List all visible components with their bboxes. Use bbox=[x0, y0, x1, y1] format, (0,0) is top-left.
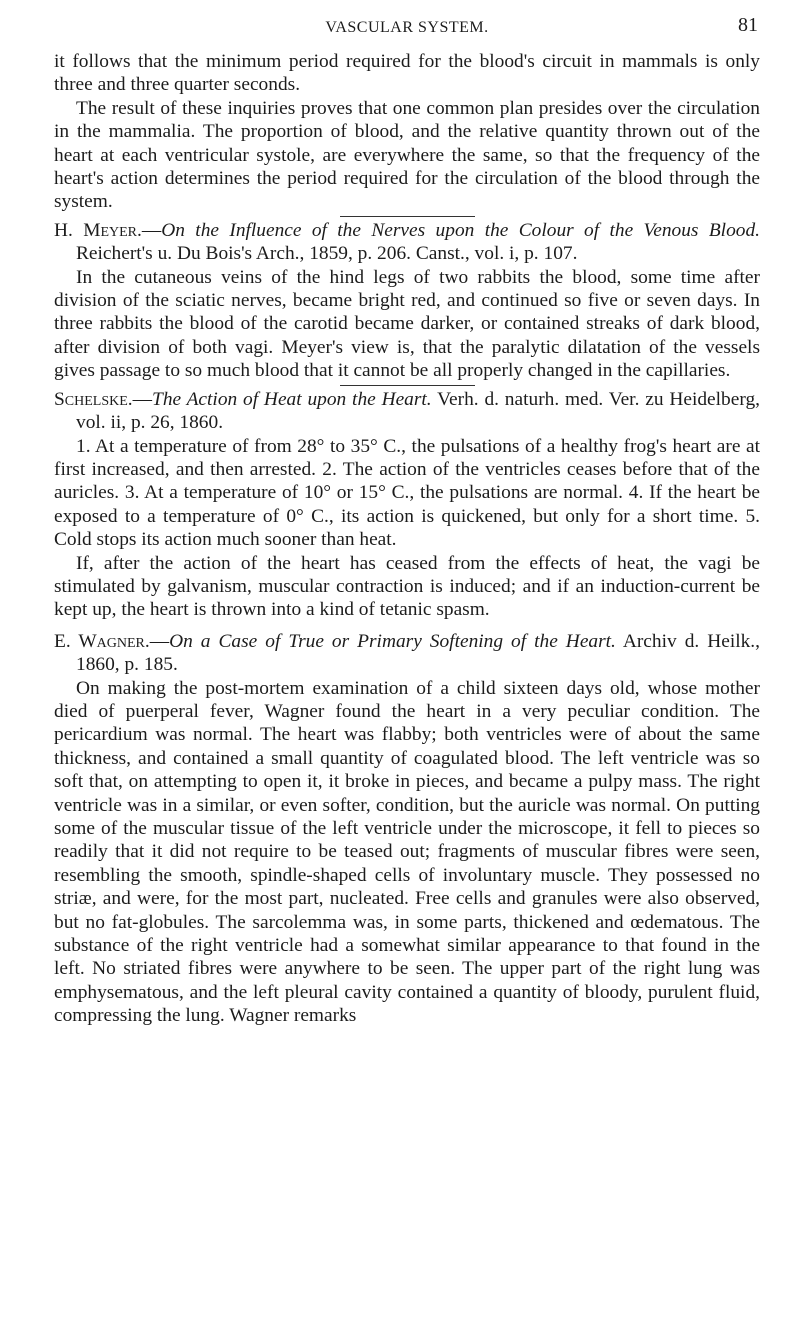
entry-schelske bbox=[54, 388, 760, 622]
entry-wagner bbox=[54, 630, 760, 1028]
entry-body-continued: If, after the action of the heart has ceased from the effects of heat, the vagi be stimulated by galvanism, muscular contraction is induced; and if an induction-current be kept up, the heart is thrown into a kind of tetanic spasm. bbox=[54, 552, 760, 621]
entry-body: On making the post-mortem examination of a child sixteen days old, whose mother died of puerperal fever, Wagner found the heart in a very peculiar condition. The pericardium was normal. The heart was flabby; both ventricles were of about the same thickness, and contained a small quantity of coagulated blood. The left ventricle was so soft that, on attempting to open it, it broke in pieces, and became a pulpy mass. The right ventricle was in a similar, or even softer, condition, but the auricle was normal. On putting some of the muscular tissue of the left ventricle under the microscope, it fell to pieces so readily that it did not require to be teased out; fragments of muscular fibres were seen, resembling the smooth, spindle-shaped cells of involuntary muscle. They possessed no striæ, and were, for the most part, nucleated. Free cells and granules were also observed, but no fat-globules. The sarcolemma was, in some parts, thickened and œdematous. The substance of the right ventricle had a somewhat similar appearance to that found in the left. No striated fibres were anywhere to be seen. The upper part of the right lung was emphysematous, and the left pleural cavity contained a quantity of bloody, purulent fluid, compressing the lung. Wagner remarks bbox=[54, 677, 760, 1027]
section-rule bbox=[340, 216, 475, 217]
entry-author: Schelske. bbox=[54, 388, 133, 410]
page-number: 81 bbox=[738, 14, 758, 36]
paragraph-continuation: it follows that the minimum period required for the blood's circuit in mammals is only three and three quarter seconds. bbox=[54, 51, 760, 96]
entry-author: E. Wagner. bbox=[54, 630, 150, 652]
entry-citation: Reichert's u. Du Bois's Arch., 1859, p. 206. Canst., vol. i, p. 107. bbox=[76, 243, 578, 265]
page-header bbox=[54, 14, 760, 42]
entry-heading: Schelske.—The Action of Heat upon the Heart. Verh. d. naturh. med. Ver. zu Heidelberg, vol. ii, p. 26, 1860. bbox=[54, 388, 761, 434]
entry-body: In the cutaneous veins of the hind legs of two rabbits the blood, some time after division of the sciatic nerves, became bright red, and continued so five or seven days. In three rabbits the blood of the carotid became darker, or contained streaks of dark blood, after division of both vagi. Meyer's view is, that the paralytic dilatation of the vessels gives passage to so much blood that it cannot be all properly changed in the capillaries. bbox=[54, 266, 760, 382]
entry-meyer bbox=[54, 219, 760, 383]
running-title: VASCULAR SYSTEM. bbox=[325, 19, 489, 36]
entry-title: The Action of Heat upon the Heart. bbox=[152, 388, 432, 410]
entry-body: 1. At a temperature of from 28° to 35° C., the pulsations of a healthy frog's heart are at first increased, and then arrested. 2. The action of the ventricles ceases before that of the auricles. 3. At a temperature of 10° or 15° C., the pulsations are normal. 4. If the heart be exposed to a temperature of 0° C., its action is quickened, but only for a short time. 5. Cold stops its action much sooner than heat. bbox=[54, 435, 760, 551]
entry-title: On a Case of True or Primary Softening of the Heart. bbox=[169, 630, 616, 652]
entry-title: On the Influence of the Nerves upon the Colour of the Venous Blood. bbox=[161, 219, 761, 241]
entry-citation: Verh. d. naturh. med. Ver. zu Heidelberg, vol. ii, p. 26, 1860. bbox=[76, 388, 761, 434]
entry-citation: Archiv d. Heilk., 1860, p. 185. bbox=[76, 630, 761, 676]
paragraph-summary: The result of these inquiries proves that one common plan presides over the circulation in the mammalia. The proportion of blood, and the relative quantity thrown out of the heart at each ventricular systole, are everywhere the same, so that the frequency of the heart's action determines the period required for the circulation of the blood through the system. bbox=[54, 97, 760, 213]
entry-heading: H. Meyer.—On the Influence of the Nerves upon the Colour of the Venous Blood. Reichert's u. Du Bois's Arch., 1859, p. 206. Canst., vol. i, p. 107. bbox=[54, 219, 761, 265]
entry-author: H. Meyer. bbox=[54, 219, 142, 241]
section-rule bbox=[340, 385, 475, 386]
entry-heading: E. Wagner.—On a Case of True or Primary Softening of the Heart. Archiv d. Heilk., 1860, p. 185. bbox=[54, 630, 761, 676]
